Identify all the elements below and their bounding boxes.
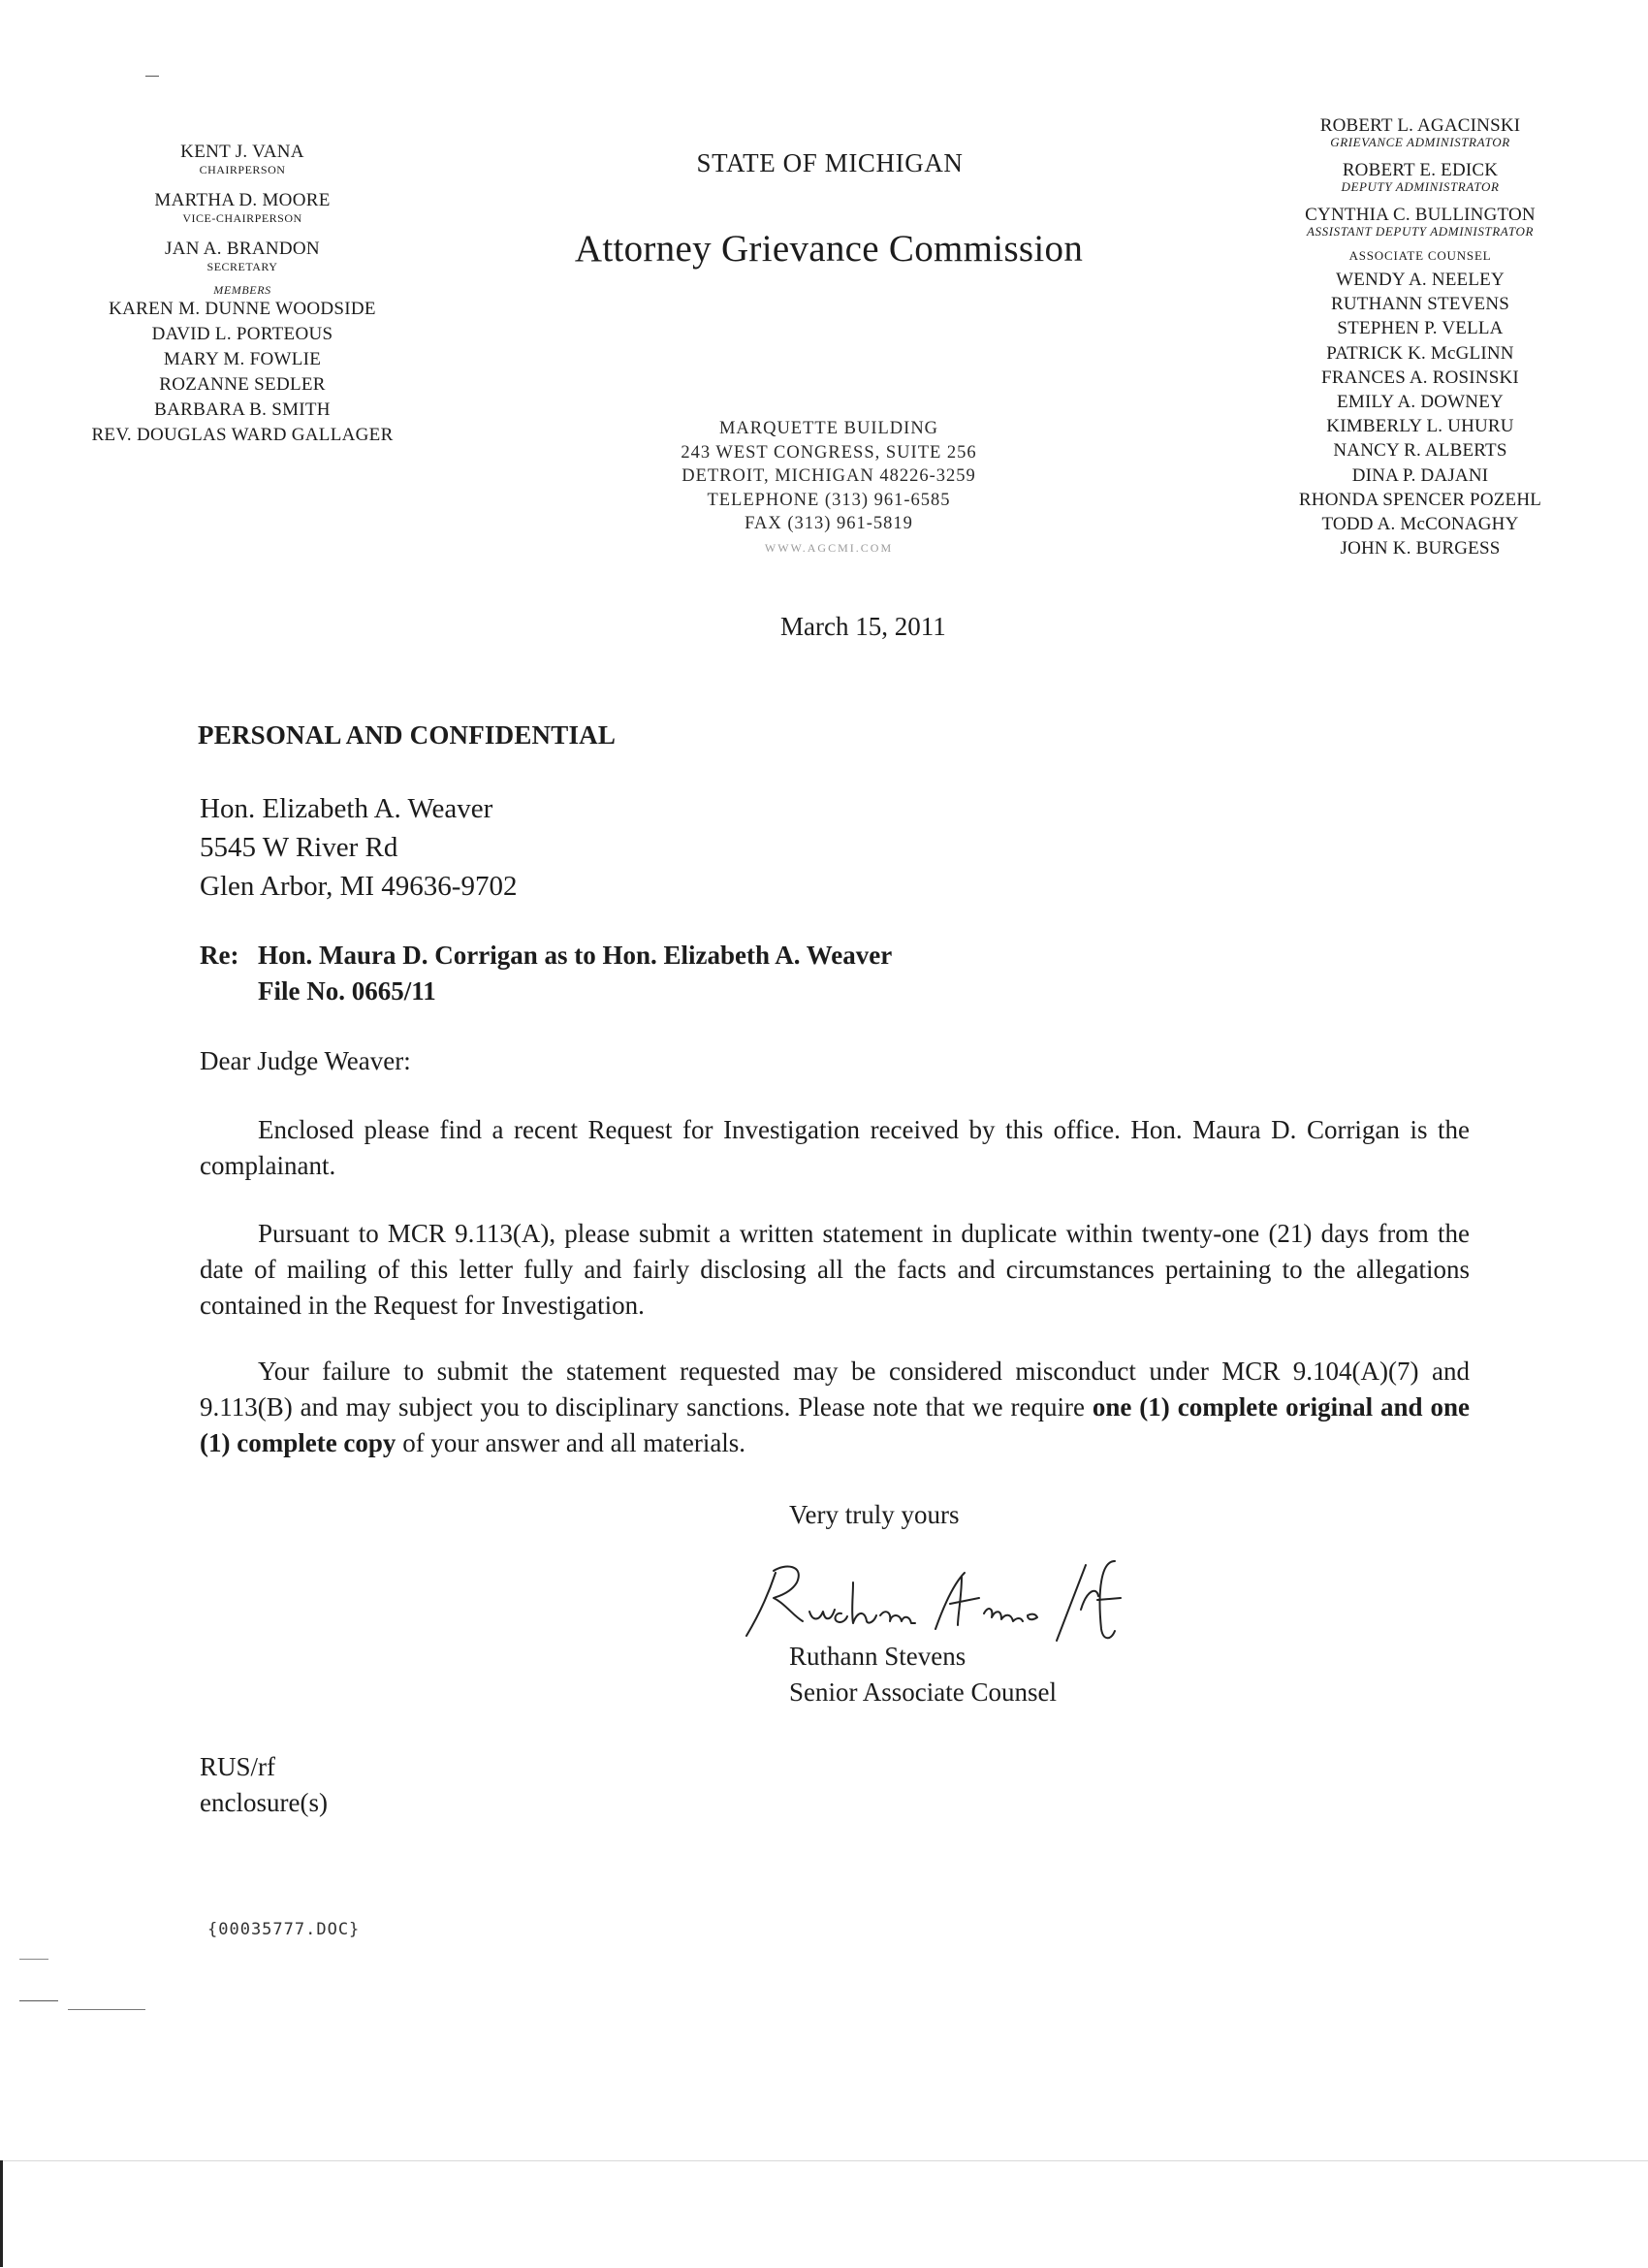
member-name: DAVID L. PORTEOUS [151, 324, 333, 344]
staff-entry [1231, 116, 1609, 149]
signer-name: Ruthann Stevens [789, 1642, 967, 1671]
commission-name: Attorney Grievance Commission [574, 228, 1084, 270]
officer-name: MARTHA D. MOORE [154, 190, 331, 210]
address-fax: FAX (313) 961-5819 [745, 514, 913, 533]
initials: RUS/rf [200, 1752, 276, 1781]
staff-entry [1231, 161, 1609, 194]
officer-title: CHAIRPERSON [199, 163, 286, 176]
associate-name: RHONDA SPENCER POZEHL [1298, 489, 1542, 510]
reference-block [200, 1749, 328, 1821]
letter-date: March 15, 2011 [780, 612, 946, 641]
address-building: MARQUETTE BUILDING [718, 419, 939, 438]
staff-name: CYNTHIA C. BULLINGTON [1305, 205, 1536, 225]
associate-name: JOHN K. BURGESS [1340, 538, 1501, 559]
paragraph-3-emphasis: one (1) complete original and one (1) complete copy [200, 1392, 1470, 1457]
members-label: MEMBERS [213, 283, 271, 297]
staff-entry [1231, 206, 1609, 239]
associate-name: TODD A. McCONAGHY [1321, 514, 1519, 535]
staff-name: ROBERT L. AGACINSKI [1319, 115, 1521, 136]
staff-title: ASSISTANT DEPUTY ADMINISTRATOR [1307, 224, 1534, 239]
officer-title: VICE-CHAIRPERSON [182, 211, 302, 225]
address-city: DETROIT, MICHIGAN 48226-3259 [681, 466, 976, 486]
paragraph-1 [200, 1112, 1470, 1184]
associate-name: DINA P. DAJANI [1351, 464, 1489, 486]
staff-title: DEPUTY ADMINISTRATOR [1341, 179, 1500, 194]
member-name: MARY M. FOWLIE [163, 349, 322, 369]
signer-block [789, 1639, 1057, 1710]
recipient-city: Glen Arbor, MI 49636-9702 [200, 871, 518, 902]
associate-name: WENDY A. NEELEY [1336, 270, 1505, 290]
paragraph-2-text: Pursuant to MCR 9.113(A), please submit a written statement in duplicate within twenty-one (21) days from the date of mailing of this letter fully and fairly disclosing all the facts and circumstances pertaining to the allegations contained in the Request for Investigation. [200, 1219, 1470, 1320]
staff-column [1231, 116, 1609, 560]
associate-name: RUTHANN STEVENS [1330, 294, 1510, 315]
scan-mark [19, 1959, 48, 1960]
scan-mark [68, 2009, 145, 2010]
address-telephone: TELEPHONE (313) 961-6585 [707, 490, 951, 510]
officer-name: KENT J. VANA [180, 142, 304, 162]
officers-column [58, 142, 427, 448]
associate-name: PATRICK K. McGLINN [1326, 342, 1514, 364]
officer-name: JAN A. BRANDON [165, 239, 320, 259]
member-name: REV. DOUGLAS WARD GALLAGER [91, 425, 394, 445]
paragraph-3 [200, 1354, 1470, 1461]
paragraph-3-text: Your failure to submit the statement requested may be considered misconduct under MCR 9.104(A)(7) and 9.113(B) and may subject you to disciplinary sanctions. Please note that we require [200, 1357, 1470, 1421]
document-id: {00035777.DOC} [207, 1920, 361, 1939]
staff-title: GRIEVANCE ADMINISTRATOR [1330, 135, 1510, 149]
office-address [630, 417, 1028, 559]
officer [58, 142, 427, 176]
scan-mark [19, 2000, 58, 2001]
signer-title: Senior Associate Counsel [789, 1677, 1057, 1707]
officer [58, 190, 427, 225]
member-name: ROZANNE SEDLER [159, 374, 326, 395]
re-file-number: File No. 0665/11 [258, 976, 436, 1006]
confidential-marking: PERSONAL AND CONFIDENTIAL [198, 720, 617, 750]
handwritten-signature [737, 1544, 1144, 1650]
recipient-name: Hon. Elizabeth A. Weaver [200, 793, 493, 824]
address-street: 243 WEST CONGRESS, SUITE 256 [681, 442, 977, 463]
re-line [200, 938, 892, 1009]
recipient-address [200, 789, 517, 906]
associate-name: KIMBERLY L. UHURU [1326, 416, 1514, 437]
recipient-street: 5545 W River Rd [200, 832, 398, 863]
re-label: Re: [200, 941, 239, 970]
officer [58, 239, 427, 273]
member-name: BARBARA B. SMITH [154, 399, 331, 420]
scan-edge-mark [0, 2160, 3, 2267]
associate-name: EMILY A. DOWNEY [1337, 392, 1504, 413]
paragraph-2 [200, 1216, 1470, 1324]
closing: Very truly yours [789, 1500, 960, 1529]
staff-name: ROBERT E. EDICK [1342, 160, 1499, 180]
state-name: STATE OF MICHIGAN [696, 148, 964, 177]
scan-mark [145, 76, 159, 77]
paragraph-3-end: of your answer and all materials. [396, 1428, 746, 1457]
address-website: WWW.AGCMI.COM [764, 540, 894, 555]
member-name: KAREN M. DUNNE WOODSIDE [109, 299, 376, 319]
officer-title: SECRETARY [206, 260, 278, 273]
salutation: Dear Judge Weaver: [200, 1046, 411, 1075]
associate-counsel-label: ASSOCIATE COUNSEL [1348, 248, 1492, 263]
associate-name: NANCY R. ALBERTS [1333, 440, 1507, 462]
page-bottom-margin [0, 2160, 1648, 2268]
re-subject: Hon. Maura D. Corrigan as to Hon. Elizabeth A. Weaver [258, 941, 893, 970]
paragraph-1-text: Enclosed please find a recent Request for Investigation received by this office. Hon. Maura D. Corrigan is the complainant. [200, 1115, 1470, 1180]
associate-name: STEPHEN P. VELLA [1337, 318, 1504, 339]
associate-name: FRANCES A. ROSINSKI [1321, 367, 1519, 388]
enclosure-note: enclosure(s) [200, 1788, 328, 1817]
